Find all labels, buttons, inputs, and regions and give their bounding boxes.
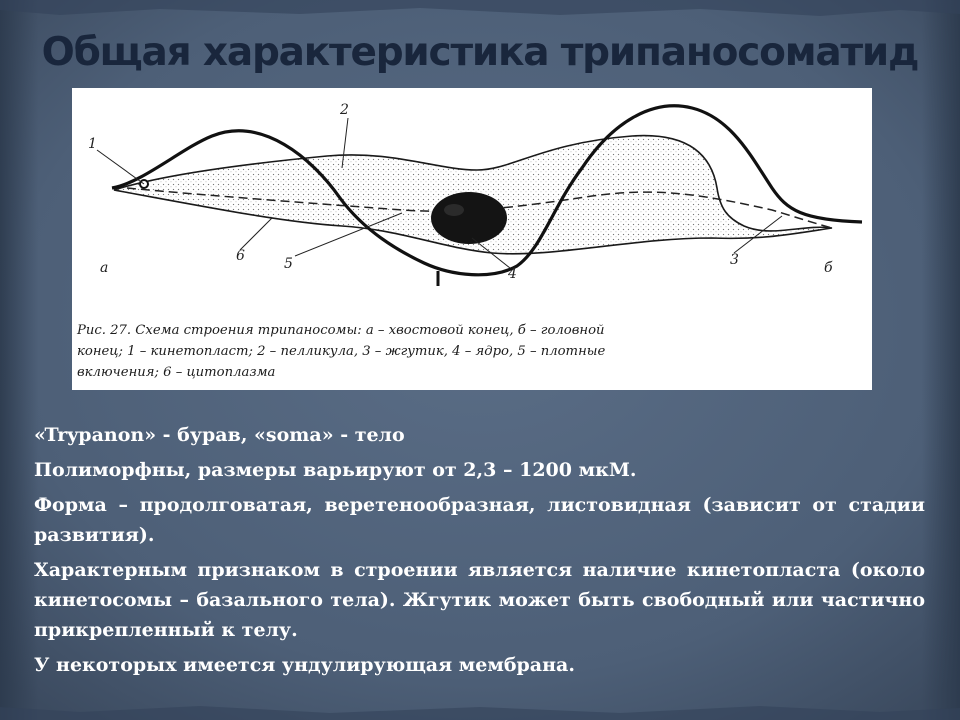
- leader-1: [97, 150, 144, 184]
- body-paragraph-membrane: У некоторых имеется ундулирующая мембрана.: [34, 654, 575, 676]
- label-4: 4: [508, 266, 517, 282]
- slide-body: [34, 420, 925, 685]
- leader-6: [240, 218, 272, 250]
- caption-line: Рис. 27. Схема строения трипаносомы: а – хвостовой конец, б – головной: [77, 323, 605, 338]
- caption-line: конец; 1 – кинетопласт; 2 – пелликула, 3 – жгутик, 4 – ядро, 5 – плотные: [77, 344, 606, 359]
- label-2: 2: [340, 102, 349, 118]
- label-3: 3: [730, 252, 739, 268]
- body-paragraph-size: Полиморфны, размеры варьируют от 2,3 – 1200 мкМ.: [34, 459, 637, 481]
- trypanosome-diagram: [72, 88, 872, 318]
- body-paragraph-kinetoplast: Характерным признаком в строении является наличие кинетопласта (около кинетосомы – базального тела). Жгутик может быть свободный или частично прикрепленный к телу.: [34, 559, 925, 641]
- slide-title: Общая характеристика трипаносоматид: [41, 30, 919, 75]
- figure-caption: [77, 320, 867, 383]
- label-1: 1: [88, 136, 97, 152]
- nucleus: [431, 192, 507, 244]
- trypanosome-figure: [72, 88, 872, 390]
- body-paragraph-shape: Форма – продолговатая, веретенообразная, листовидная (зависит от стадии развития).: [34, 494, 925, 546]
- label-b: б: [824, 260, 833, 276]
- body-paragraph-etymology: «Trypanon» - бурав, «soma» - тело: [34, 424, 405, 446]
- caption-line: включения; 6 – цитоплазма: [77, 365, 276, 380]
- label-a: а: [100, 260, 109, 276]
- label-6: 6: [236, 248, 245, 264]
- label-5: 5: [284, 256, 293, 272]
